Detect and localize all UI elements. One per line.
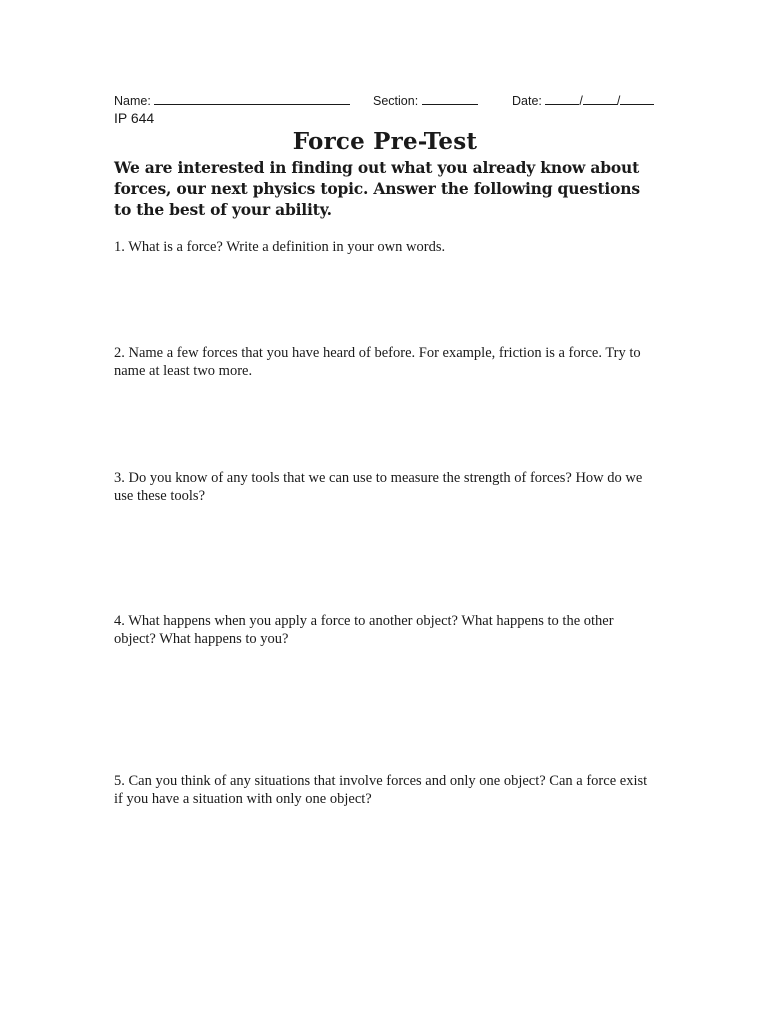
date-separator: / [579, 94, 583, 108]
date-day-blank[interactable] [583, 92, 617, 105]
intro-text: We are interested in finding out what you already know about forces, our next physics topic. Answer the following questions to the best of your ability. [114, 158, 640, 219]
course-code: IP 644 [114, 110, 155, 126]
question-2: 2. Name a few forces that you have heard of before. For example, friction is a force. Try to name at least two more. [114, 345, 641, 379]
section-label: Section: [373, 94, 419, 108]
date-separator: / [616, 94, 621, 108]
header-fields [114, 92, 660, 110]
date-field [512, 92, 654, 108]
date-month-blank[interactable] [545, 92, 579, 105]
name-field [114, 92, 350, 108]
question-3: 3. Do you know of any tools that we can use to measure the strength of forces? How do we use these tools? [114, 470, 643, 504]
name-label: Name: [114, 94, 151, 108]
question-1: 1. What is a force? Write a definition in your own words. [114, 239, 446, 255]
question-5: 5. Can you think of any situations that involve forces and only one object? Can a force exist if you have a situation with only one object? [114, 773, 648, 807]
section-blank[interactable] [422, 92, 478, 105]
question-4: 4. What happens when you apply a force to another object? What happens to the other object? What happens to you? [114, 613, 614, 647]
date-label: Date: [512, 94, 542, 108]
section-field [373, 92, 478, 108]
page-title: Force Pre-Test [292, 128, 478, 155]
name-blank[interactable] [154, 92, 350, 105]
date-year-blank[interactable] [620, 92, 654, 105]
